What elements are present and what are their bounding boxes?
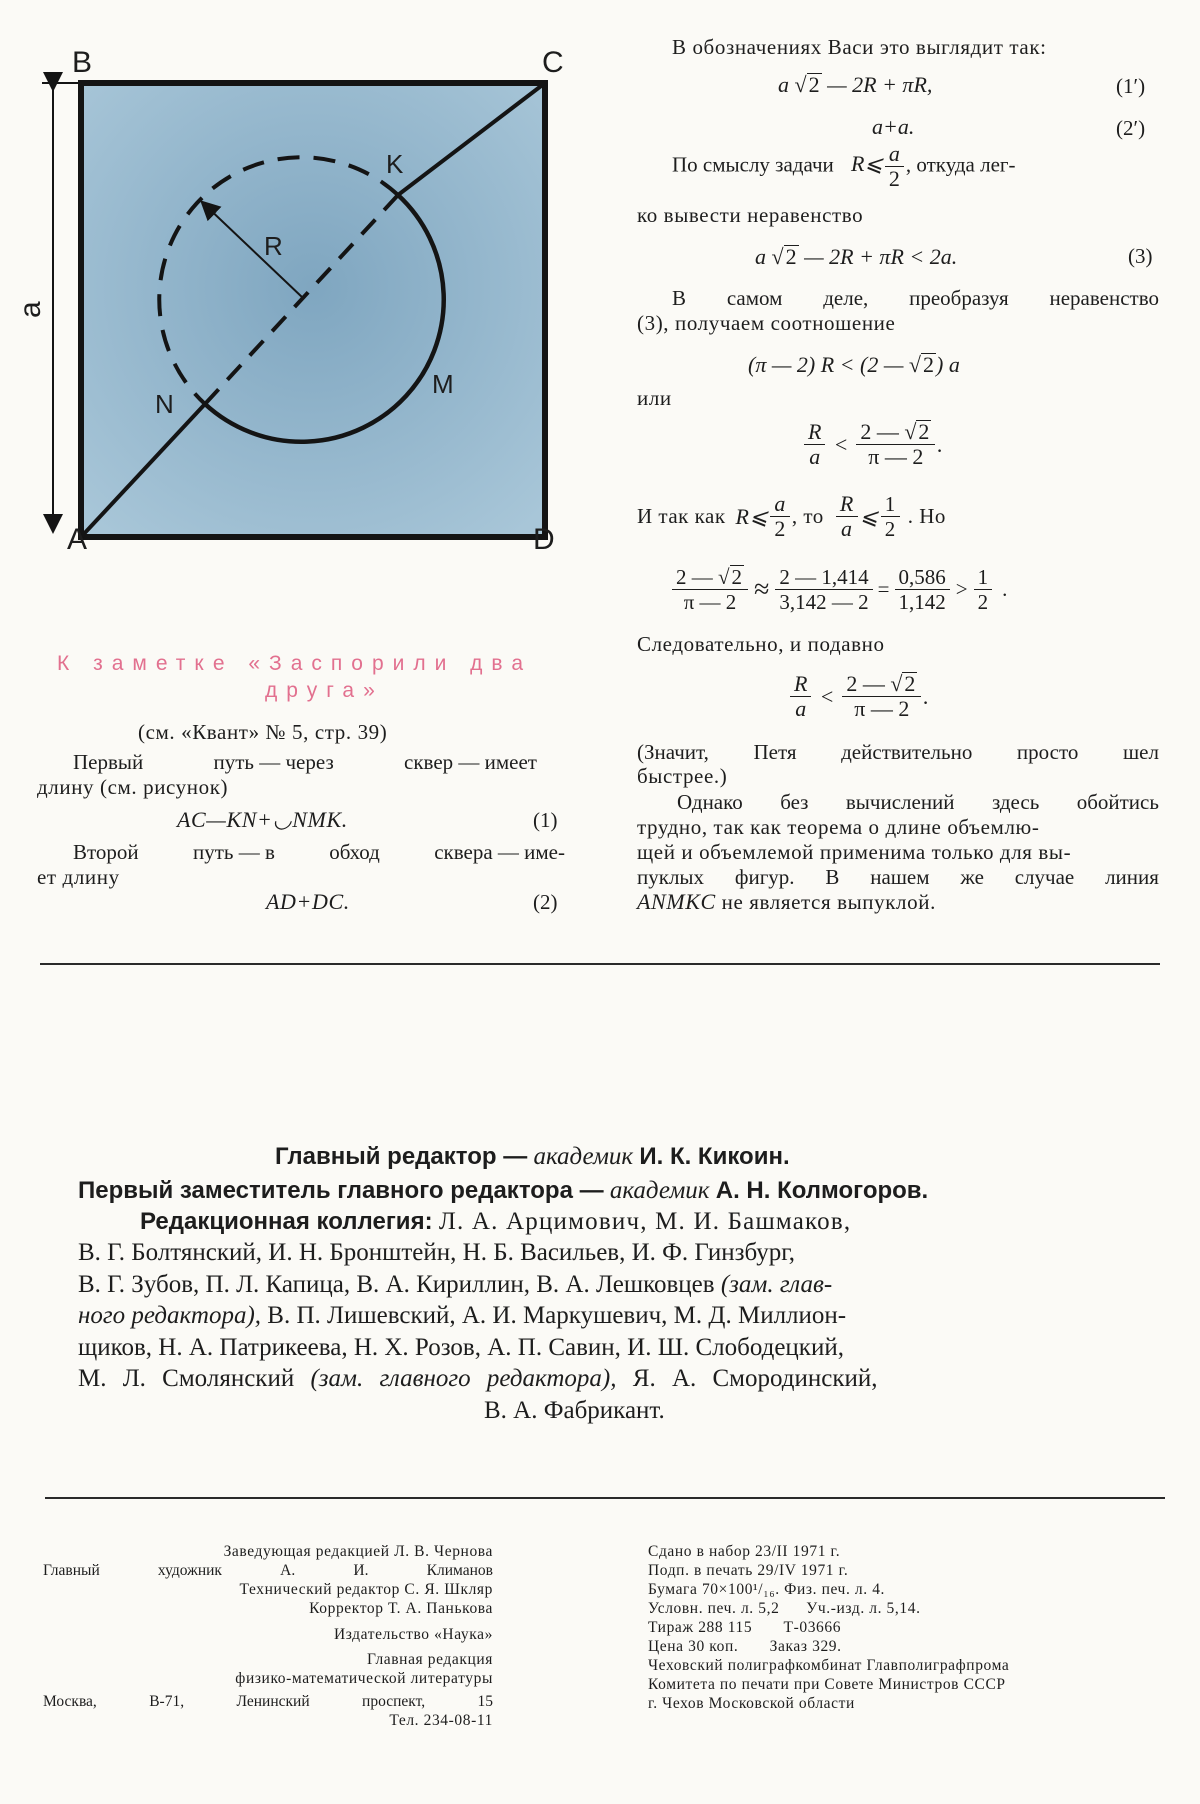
inequality-fraction-1: $\frac{R}{a}$ < $\frac{2 — √2}{\pi — 2}$ . xyxy=(802,420,943,469)
caption-line1: К заметке «Заспорили два xyxy=(57,652,533,675)
reference: (см. «Квант» № 5, стр. 39) xyxy=(138,720,388,744)
colophon-right-l8: Комитета по печати при Совете Министров СССР xyxy=(648,1676,1006,1693)
square-park xyxy=(81,83,545,537)
p1-line2: длину (см. рисунок) xyxy=(37,775,229,799)
colophon-left-l8: Москва, В-71, Ленинский проспект, 15 xyxy=(43,1693,493,1710)
equation-3: a √2 — 2R + πR < 2a. xyxy=(755,244,958,269)
equation-1: AC—KN+◡NMK. xyxy=(177,807,348,832)
board-line4: ного редактора), В. П. Лишевский, А. И. Маркушевич, М. Д. Миллион- xyxy=(78,1302,847,1329)
divider-top xyxy=(40,963,1160,965)
colophon-right-l3: Бумага 70×100¹/₁₆. Физ. печ. л. 4. xyxy=(648,1581,886,1598)
label-k: K xyxy=(386,149,404,179)
board-line2: В. Г. Болтянский, И. Н. Бронштейн, Н. Б. Васильев, И. Ф. Гинзбург, xyxy=(78,1239,795,1266)
r-indeed-line: В самом деле, преобразуя неравенство xyxy=(672,286,1159,310)
equation-2p-number: (2′) xyxy=(1116,116,1146,140)
colophon-left-l4: Корректор Т. А. Панькова xyxy=(309,1600,493,1617)
colophon-left-l2: Главный художник А. И. Климанов xyxy=(43,1562,493,1579)
inequality-fraction-2: $\frac{R}{a}$ < $\frac{2 — √2}{\pi — 2}$ . xyxy=(788,672,929,721)
r-final-line1: Однако без вычислений здесь обойтись xyxy=(677,790,1159,814)
caption-line2: друга» xyxy=(265,679,384,702)
equation-2-number: (2) xyxy=(533,890,558,914)
colophon-right-l7: Чеховский полиграфкомбинат Главполиграфпрома xyxy=(648,1657,1010,1674)
label-a-side: a xyxy=(14,301,47,318)
colophon-left-l6: Главная редакция xyxy=(367,1651,493,1668)
r-final-line4: пуклых фигур. В нашем же случае линия xyxy=(637,865,1159,889)
equation-2: AD+DC. xyxy=(266,889,350,914)
r-derive-line: ко вывести неравенство xyxy=(637,203,864,227)
chief-editor-line: Главный редактор — академик И. К. Кикоин. xyxy=(275,1143,790,1170)
equation-1-number: (1) xyxy=(533,808,558,832)
label-vertex-d: D xyxy=(533,523,555,556)
r-final-line5: ANMKC не является выпуклой. xyxy=(637,889,936,914)
colophon-left-l9: Тел. 234-08-11 xyxy=(389,1712,493,1729)
r-meaning-line1: (Значит, Петя действительно просто шел xyxy=(637,740,1159,764)
inequality-rewritten: (π — 2) R < (2 — √2) a xyxy=(748,352,960,377)
board-line7: В. А. Фабрикант. xyxy=(484,1397,665,1424)
equation-2p: a+a. xyxy=(872,114,915,139)
r-sense-line: По смыслу задачи R⩽ $\frac{a}{2}$ , откуда лег- xyxy=(672,141,1016,191)
colophon-right-l1: Сдано в набор 23/II 1971 г. xyxy=(648,1543,841,1560)
r-obtain-line: (3), получаем соотношение xyxy=(637,311,896,335)
geometry-figure xyxy=(14,30,580,570)
divider-bottom xyxy=(45,1497,1165,1499)
colophon-left-l5: Издательство «Наука» xyxy=(333,1626,493,1643)
board-line3: В. Г. Зубов, П. Л. Капица, В. А. Кириллин, В. А. Лешковцев (зам. глав- xyxy=(78,1271,833,1298)
colophon-right-l6: Цена 30 коп. Заказ 329. xyxy=(648,1638,842,1655)
approximation-line: $\frac{2 — √2}{\pi — 2}$ ≈ $\frac{2 — 1,414}{3,142 — 2}$ = $\frac{0,586}{1,142}$ > $\frac{1}{2}$ . xyxy=(670,565,1007,614)
label-b: B xyxy=(72,46,93,79)
label-n: N xyxy=(155,389,174,419)
r-or: или xyxy=(637,386,672,410)
colophon-left-l7: физико-математической литературы xyxy=(235,1670,493,1687)
r-meaning-line2: быстрее.) xyxy=(637,764,728,788)
board-line6: М. Л. Смолянский (зам. главного редактора), Я. А. Смородинский, xyxy=(78,1365,878,1392)
equation-3-number: (3) xyxy=(1128,244,1153,268)
board-line5: щиков, Н. А. Патрикеева, Н. Х. Розов, А. П. Савин, И. Ш. Слободецкий, xyxy=(78,1334,844,1361)
colophon-right-l4: Условн. печ. л. 5,2 Уч.-изд. л. 5,14. xyxy=(648,1600,921,1617)
r-final-line2: трудно, так как теорема о длине объемлю- xyxy=(637,815,1040,839)
r-line1: В обозначениях Васи это выглядит так: xyxy=(672,35,1047,59)
colophon-left-l1: Заведующая редакцией Л. В. Чернова xyxy=(223,1543,493,1560)
colophon-left-l3: Технический редактор С. Я. Шкляр xyxy=(239,1581,493,1598)
p1-line1: Первый путь — через сквер — имеет xyxy=(73,750,537,774)
p2-line2: ет длину xyxy=(37,865,120,889)
label-c: C xyxy=(542,46,564,79)
board-line1: Редакционная коллегия: Л. А. Арцимович, М. И. Башмаков, xyxy=(140,1208,852,1235)
first-deputy-line: Первый заместитель главного редактора — академик А. Н. Колмогоров. xyxy=(78,1177,929,1204)
colophon-right-l5: Тираж 288 115 Т-03666 xyxy=(648,1619,842,1636)
equation-1p-number: (1′) xyxy=(1116,74,1146,98)
label-m: M xyxy=(432,369,454,399)
colophon-right-l2: Подп. в печать 29/IV 1971 г. xyxy=(648,1562,849,1579)
r-final-line3: щей и объемлемой применима только для вы- xyxy=(637,840,1072,864)
equation-1p: a √2 — 2R + πR, xyxy=(778,72,933,97)
r-since-line: И так как R⩽ $\frac{a}{2}$ , то $\frac{R}{a}$ ⩽ $\frac{1}{2}$ . Но xyxy=(637,491,946,541)
label-r: R xyxy=(264,231,283,261)
colophon-right-l9: г. Чехов Московской области xyxy=(648,1695,855,1712)
p2-line1: Второй путь — в обход сквера — име- xyxy=(73,840,565,864)
r-hence-line: Следовательно, и подавно xyxy=(637,632,885,656)
label-vertex-a: A xyxy=(67,523,88,556)
